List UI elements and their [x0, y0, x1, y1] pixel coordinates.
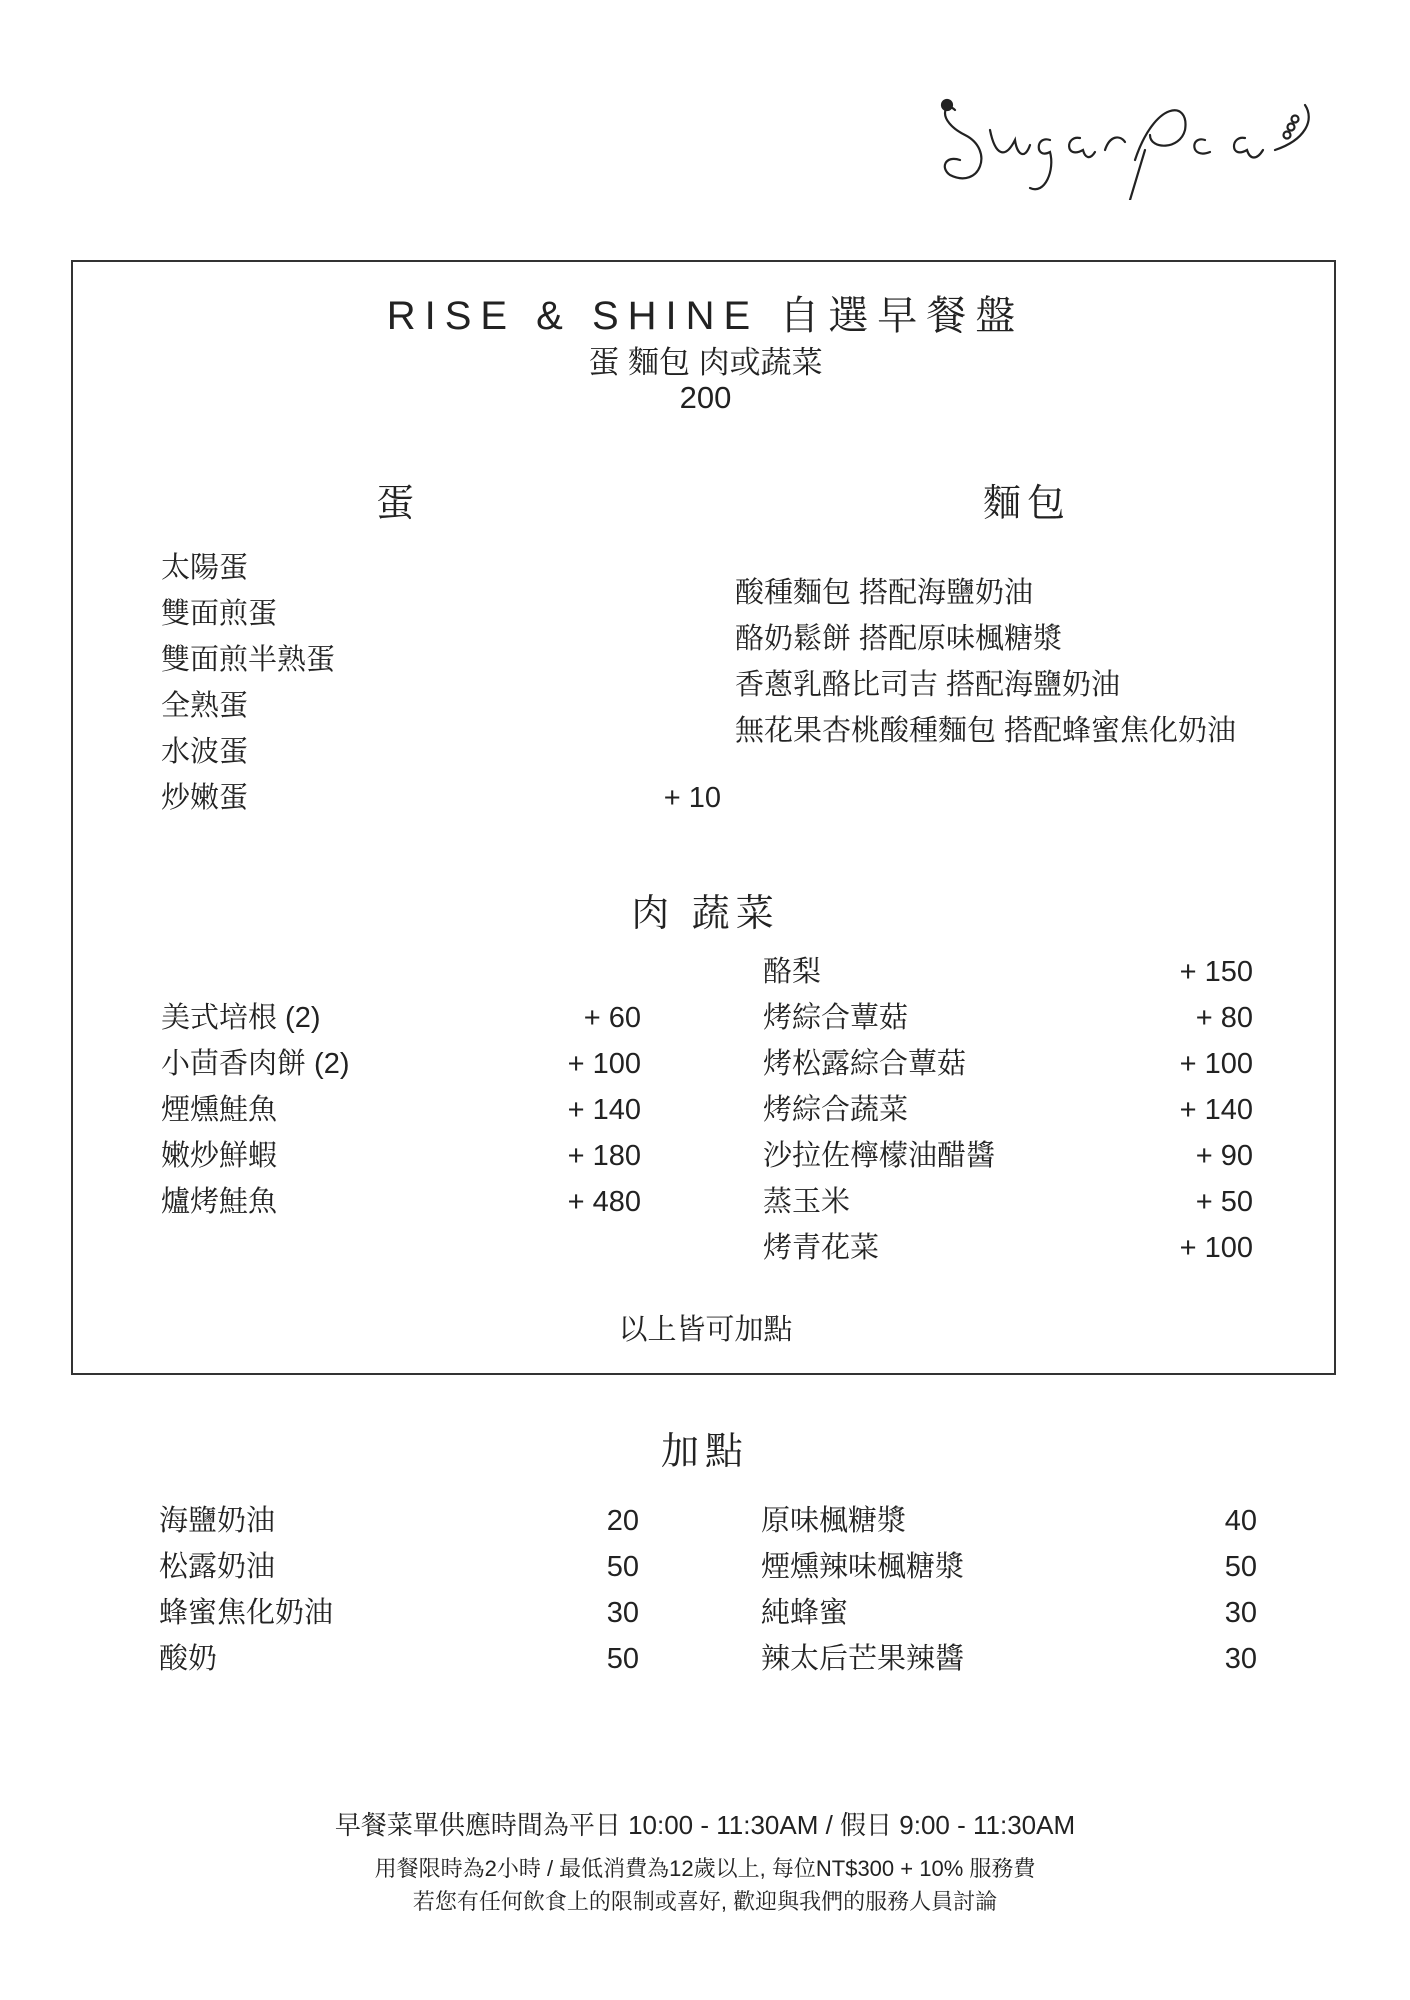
item-name: 美式培根 (2)	[161, 1002, 321, 1034]
veg-list	[763, 949, 1253, 1271]
item-name: 蜂蜜焦化奶油	[159, 1597, 334, 1629]
meat-veg-heading: 肉 蔬菜	[631, 893, 780, 935]
list-item	[761, 1498, 1257, 1544]
addon-note: 以上皆可加點	[618, 1314, 793, 1346]
item-name: 松露奶油	[159, 1551, 276, 1583]
list-item	[161, 1041, 641, 1087]
footer-policy: 用餐限時為2小時 / 最低消費為12歲以上, 每位NT$300 + 10% 服務費	[374, 1856, 1036, 1881]
list-item	[161, 729, 721, 775]
set-title: RISE & SHINE 自選早餐盤	[386, 294, 1025, 338]
item-name: 烤松露綜合蕈菇	[763, 1048, 967, 1080]
item-name: 嫩炒鮮蝦	[161, 1140, 278, 1172]
set-subtitle: 蛋 麵包 肉或蔬菜	[588, 345, 823, 380]
item-price: + 60	[583, 1002, 641, 1034]
item-name: 太陽蛋	[161, 552, 249, 584]
list-item	[763, 1087, 1253, 1133]
item-price: 40	[1224, 1505, 1257, 1537]
item-price: 30	[1224, 1597, 1257, 1629]
list-item	[761, 1636, 1257, 1682]
list-item	[159, 1590, 639, 1636]
item-name: 烤綜合蕈菇	[763, 1002, 909, 1034]
item-price: + 140	[567, 1094, 641, 1126]
item-price: + 100	[567, 1048, 641, 1080]
item-price: + 100	[1179, 1232, 1253, 1264]
list-item	[763, 1225, 1253, 1271]
list-item	[161, 1133, 641, 1179]
item-name: 酪梨	[763, 956, 822, 988]
list-item	[763, 949, 1253, 995]
list-item: 酪奶鬆餅 搭配原味楓糖漿	[735, 623, 1063, 655]
item-price: + 150	[1179, 956, 1253, 988]
item-name: 蒸玉米	[763, 1186, 851, 1218]
footer-hours: 早餐菜單供應時間為平日 10:00 - 11:30AM / 假日 9:00 - 11:30AM	[334, 1810, 1076, 1840]
item-price: + 480	[567, 1186, 641, 1218]
item-price: 30	[1224, 1643, 1257, 1675]
item-name: 雙面煎蛋	[161, 598, 278, 630]
item-name: 爐烤鮭魚	[161, 1186, 278, 1218]
list-item	[161, 591, 721, 637]
egg-heading: 蛋	[376, 483, 421, 525]
item-price: 50	[606, 1551, 639, 1583]
item-price: 50	[606, 1643, 639, 1675]
item-name: 海鹽奶油	[159, 1505, 276, 1537]
set-price: 200	[679, 380, 732, 415]
item-name: 烤綜合蔬菜	[763, 1094, 909, 1126]
item-price: 30	[606, 1597, 639, 1629]
item-price: 50	[1224, 1551, 1257, 1583]
item-name: 小茴香肉餅 (2)	[161, 1048, 350, 1080]
item-name: 煙燻鮭魚	[161, 1094, 278, 1126]
item-price: + 10	[663, 782, 721, 814]
list-item	[763, 995, 1253, 1041]
list-item	[161, 545, 721, 591]
bread-heading: 麵包	[983, 483, 1072, 525]
meat-list	[161, 995, 641, 1225]
list-item	[763, 1133, 1253, 1179]
item-name: 煙燻辣味楓糖漿	[761, 1551, 965, 1583]
item-name: 全熟蛋	[161, 690, 249, 722]
list-item	[161, 995, 641, 1041]
item-price: + 80	[1195, 1002, 1253, 1034]
addons-heading: 加點	[660, 1431, 749, 1473]
item-name: 酸奶	[159, 1643, 218, 1675]
list-item	[761, 1590, 1257, 1636]
item-price: 20	[606, 1505, 639, 1537]
item-price: + 140	[1179, 1094, 1253, 1126]
addons-right-list	[761, 1498, 1257, 1682]
item-name: 水波蛋	[161, 736, 249, 768]
item-price: + 180	[567, 1140, 641, 1172]
sugarpea-logo	[935, 80, 1365, 200]
bread-list	[735, 570, 1236, 754]
list-item: 無花果杏桃酸種麵包 搭配蜂蜜焦化奶油	[735, 715, 1237, 747]
egg-list	[161, 545, 721, 821]
list-item: 酸種麵包 搭配海鹽奶油	[735, 577, 1034, 609]
item-name: 沙拉佐檸檬油醋醬	[763, 1140, 996, 1172]
list-item	[159, 1498, 639, 1544]
item-name: 烤青花菜	[763, 1232, 880, 1264]
item-name: 原味楓糖漿	[761, 1505, 907, 1537]
item-name: 雙面煎半熟蛋	[161, 644, 336, 676]
list-item	[161, 1087, 641, 1133]
list-item	[161, 683, 721, 729]
breakfast-set-box	[71, 260, 1336, 1375]
item-price: + 50	[1195, 1186, 1253, 1218]
list-item	[159, 1544, 639, 1590]
addons-left-list	[159, 1498, 639, 1682]
item-price: + 100	[1179, 1048, 1253, 1080]
list-item	[159, 1636, 639, 1682]
list-item: 香蔥乳酪比司吉 搭配海鹽奶油	[735, 669, 1121, 701]
list-item	[761, 1544, 1257, 1590]
list-item	[161, 1179, 641, 1225]
list-item	[161, 775, 721, 821]
item-name: 辣太后芒果辣醬	[761, 1643, 965, 1675]
item-name: 炒嫩蛋	[161, 782, 249, 814]
item-name: 純蜂蜜	[761, 1597, 849, 1629]
item-price: + 90	[1195, 1140, 1253, 1172]
list-item	[161, 637, 721, 683]
list-item	[763, 1179, 1253, 1225]
footer-dietary: 若您有任何飲食上的限制或喜好, 歡迎與我們的服務人員討論	[412, 1889, 998, 1914]
list-item	[763, 1041, 1253, 1087]
